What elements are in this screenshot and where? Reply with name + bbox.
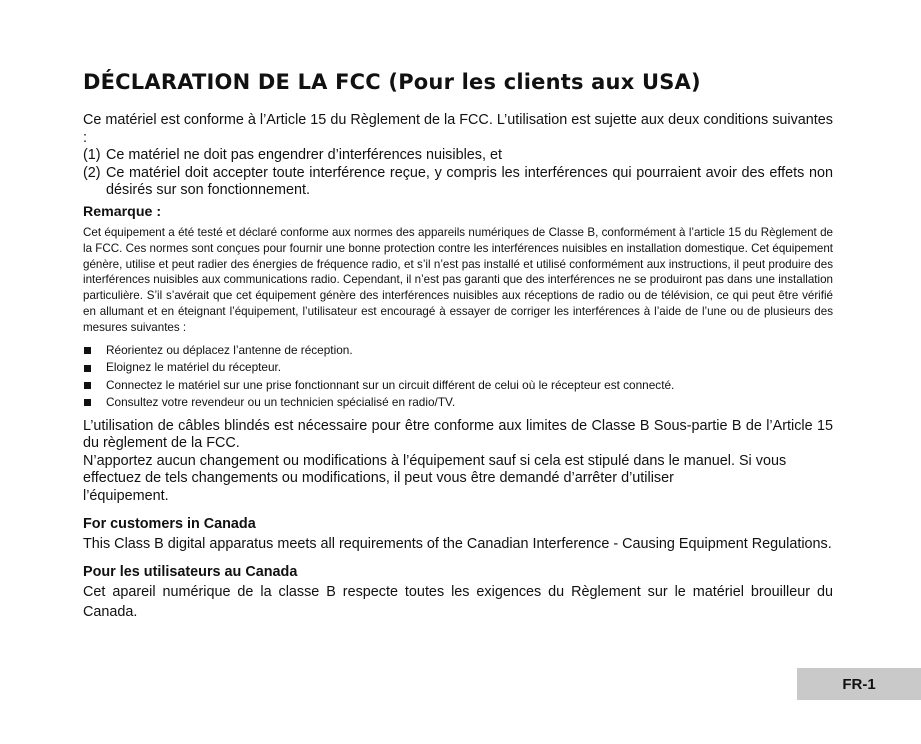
square-bullet-icon: [84, 347, 91, 354]
canada-fr-heading: Pour les utilisateurs au Canada: [83, 564, 298, 581]
canada-fr-body: Cet apareil numérique de la classe B respecte toutes les exigences du Règlement sur le matériel brouilleur du Canada.: [83, 584, 833, 620]
canada-en-heading: For customers in Canada: [83, 515, 256, 532]
page-title: DÉCLARATION DE LA FCC (Pour les clients aux USA): [83, 70, 701, 94]
list-item: [83, 147, 833, 165]
list-item: [83, 165, 833, 200]
square-bullet-icon: [84, 365, 91, 372]
modifications-paragraph-end: l’équipement.: [83, 488, 169, 505]
square-bullet-icon: [84, 382, 91, 389]
list-item: [83, 342, 833, 359]
condition-text: Ce matériel ne doit pas engendrer d’interférences nuisibles, et: [106, 147, 502, 164]
conditions-list: [83, 147, 833, 200]
intro-paragraph: Ce matériel est conforme à l’Article 15 du Règlement de la FCC. L’utilisation est sujette aux deux conditions suivantes :: [83, 112, 833, 146]
condition-text: Ce matériel doit accepter toute interférence reçue, y compris les interférences qui pourraient avoir des effets non désirés sur son fonctionnement.: [106, 164, 833, 199]
modifications-paragraph: N’apportez aucun changement ou modifications à l’équipement sauf si cela est stipulé dans le manuel. Si vous effectuez de tels changements ou modifications, il peut vous être demandé d’arrêter d’utiliser: [83, 452, 787, 487]
shielded-cables-paragraph: L’utilisation de câbles blindés est nécessaire pour être conforme aux limites de Classe B Sous-partie B de l’Article 15 du règlement de la FCC.: [83, 417, 833, 452]
list-item: [83, 359, 833, 376]
measure-text: Eloignez le matériel du récepteur.: [106, 360, 282, 375]
square-bullet-icon: [84, 399, 91, 406]
condition-number: (1): [83, 147, 101, 164]
document-page: [83, 68, 833, 622]
remark-body: Cet équipement a été testé et déclaré conforme aux normes des appareils numériques de Classe B, conformément à l’article 15 du Règlement de la FCC. Ces normes sont conçues pour fournir une bonne protection contre les interférences nuisibles en installation domestique. Cet équipement génère, utilise et peut radier des énergies de fréquence radio, et s’il n’est pas installé et utilisé conformément aux instructions, il peut produire des interférences nuisibles aux communications radio. Cependant, il n’est pas garanti que des interférences ne se produiront pas dans une installation particulière. S’il s’avérait que cet équipement génère des interférences nuisibles aux réceptions de radio ou de télévision, ce qui peut être vérifié en allumant et en éteignant l’équipement, l’utilisateur est encouragé à essayer de corriger les interférences à l’aide de l’une ou de plusieurs des mesures suivantes :: [83, 225, 833, 335]
measure-text: Connectez le matériel sur une prise fonctionnant sur un circuit différent de celui où le récepteur est connecté.: [106, 377, 675, 392]
measure-text: Consultez votre revendeur ou un technicien spécialisé en radio/TV.: [106, 395, 456, 410]
canada-en-body: This Class B digital apparatus meets all requirements of the Canadian Interference - Causing Equipment Regulations.: [83, 535, 832, 552]
remark-heading: Remarque :: [83, 203, 162, 220]
list-item: [83, 394, 833, 411]
condition-number: (2): [83, 164, 101, 181]
page-number: FR-1: [797, 668, 921, 700]
measure-text: Réorientez ou déplacez l’antenne de réception.: [106, 343, 353, 358]
list-item: [83, 377, 833, 394]
measures-list: [83, 342, 833, 412]
